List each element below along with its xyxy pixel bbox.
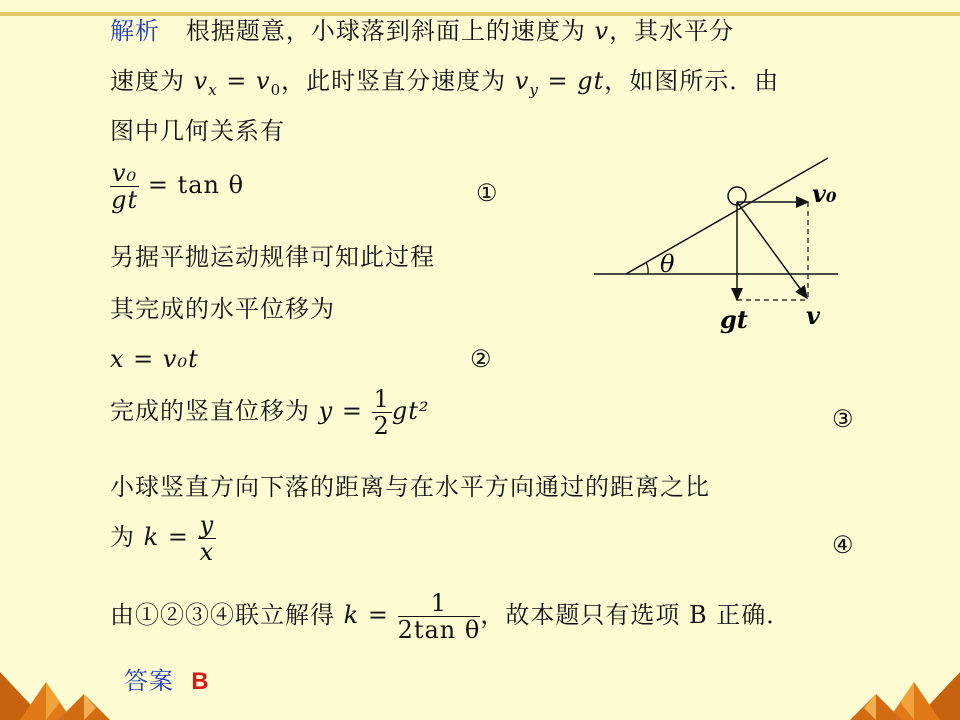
- equation-3: [110, 386, 430, 439]
- equation-3-lhs: y =: [318, 397, 363, 425]
- circled-3: ③: [832, 405, 854, 433]
- circled-2: ②: [470, 345, 492, 373]
- corner-decoration-right: [850, 660, 960, 720]
- circled-1: ①: [476, 179, 498, 207]
- analysis-line-3: 图中几何关系有: [110, 117, 285, 145]
- answer-label: 答案: [124, 667, 174, 695]
- analysis-line-1: [110, 16, 734, 46]
- analysis-line-2: [110, 66, 779, 105]
- circled-4: ④: [832, 531, 854, 559]
- fraction-k: $\frac{1}{\text{2tan θ}}$: [397, 589, 481, 644]
- final-prefix: 由①②③④联立解得: [110, 601, 335, 629]
- velocity-symbol: v: [594, 17, 610, 45]
- equation-1: [110, 160, 244, 213]
- equation-1-rhs: = tan θ: [147, 171, 245, 199]
- fraction-v0-gt: $\frac{\text{v₀}}{gt}$: [111, 159, 139, 214]
- fraction-y-x: $\frac{y}{x}$: [199, 511, 215, 566]
- equation-4: [110, 512, 216, 565]
- text-projectile-law: 另据平抛运动规律可知此过程: [110, 243, 435, 271]
- analysis-label: 解析: [110, 17, 160, 45]
- analysis-text-2b: ，此时竖直分速度为: [281, 67, 507, 95]
- final-result: [110, 590, 791, 643]
- incline-line: [626, 158, 828, 274]
- vy-equation: $v_y$ = gt: [514, 67, 605, 99]
- analysis-text-2a: 速度为: [110, 67, 185, 95]
- equation-4-prefix: 为: [110, 523, 135, 551]
- theta-label: θ: [660, 250, 675, 278]
- v-label: v: [806, 301, 820, 330]
- equation-3-prefix: 完成的竖直位移为: [110, 397, 310, 425]
- analysis-text-1-tail: ，其水平分: [609, 17, 735, 45]
- final-suffix: ，故本题只有选项 B 正确．: [480, 601, 792, 629]
- analysis-text-1: 根据题意，小球落到斜面上的速度为: [185, 17, 586, 45]
- analysis-text-2c: ，如图所示．由: [604, 67, 780, 95]
- final-lhs: k =: [343, 601, 389, 629]
- answer-line: [124, 666, 210, 697]
- corner-decoration-left: [0, 660, 110, 720]
- text-horizontal-displacement: 其完成的水平位移为: [110, 295, 335, 323]
- text-distance-ratio: 小球竖直方向下落的距离与在水平方向通过的距离之比: [110, 473, 710, 501]
- v0-label: v₀: [812, 179, 837, 208]
- equation-2: x = v₀t: [110, 345, 199, 373]
- equation-3-tail: gt²: [391, 397, 430, 425]
- angle-arc: [646, 262, 648, 274]
- answer-value: B: [191, 668, 210, 695]
- fraction-one-half: $\frac{1}{2}$: [373, 385, 390, 440]
- v-arrow: [737, 202, 807, 298]
- velocity-diagram: [580, 150, 860, 340]
- gt-label: gt: [720, 305, 748, 334]
- vx-equation: $v_x = v_0$: [193, 67, 282, 99]
- equation-4-lhs: k =: [143, 523, 189, 551]
